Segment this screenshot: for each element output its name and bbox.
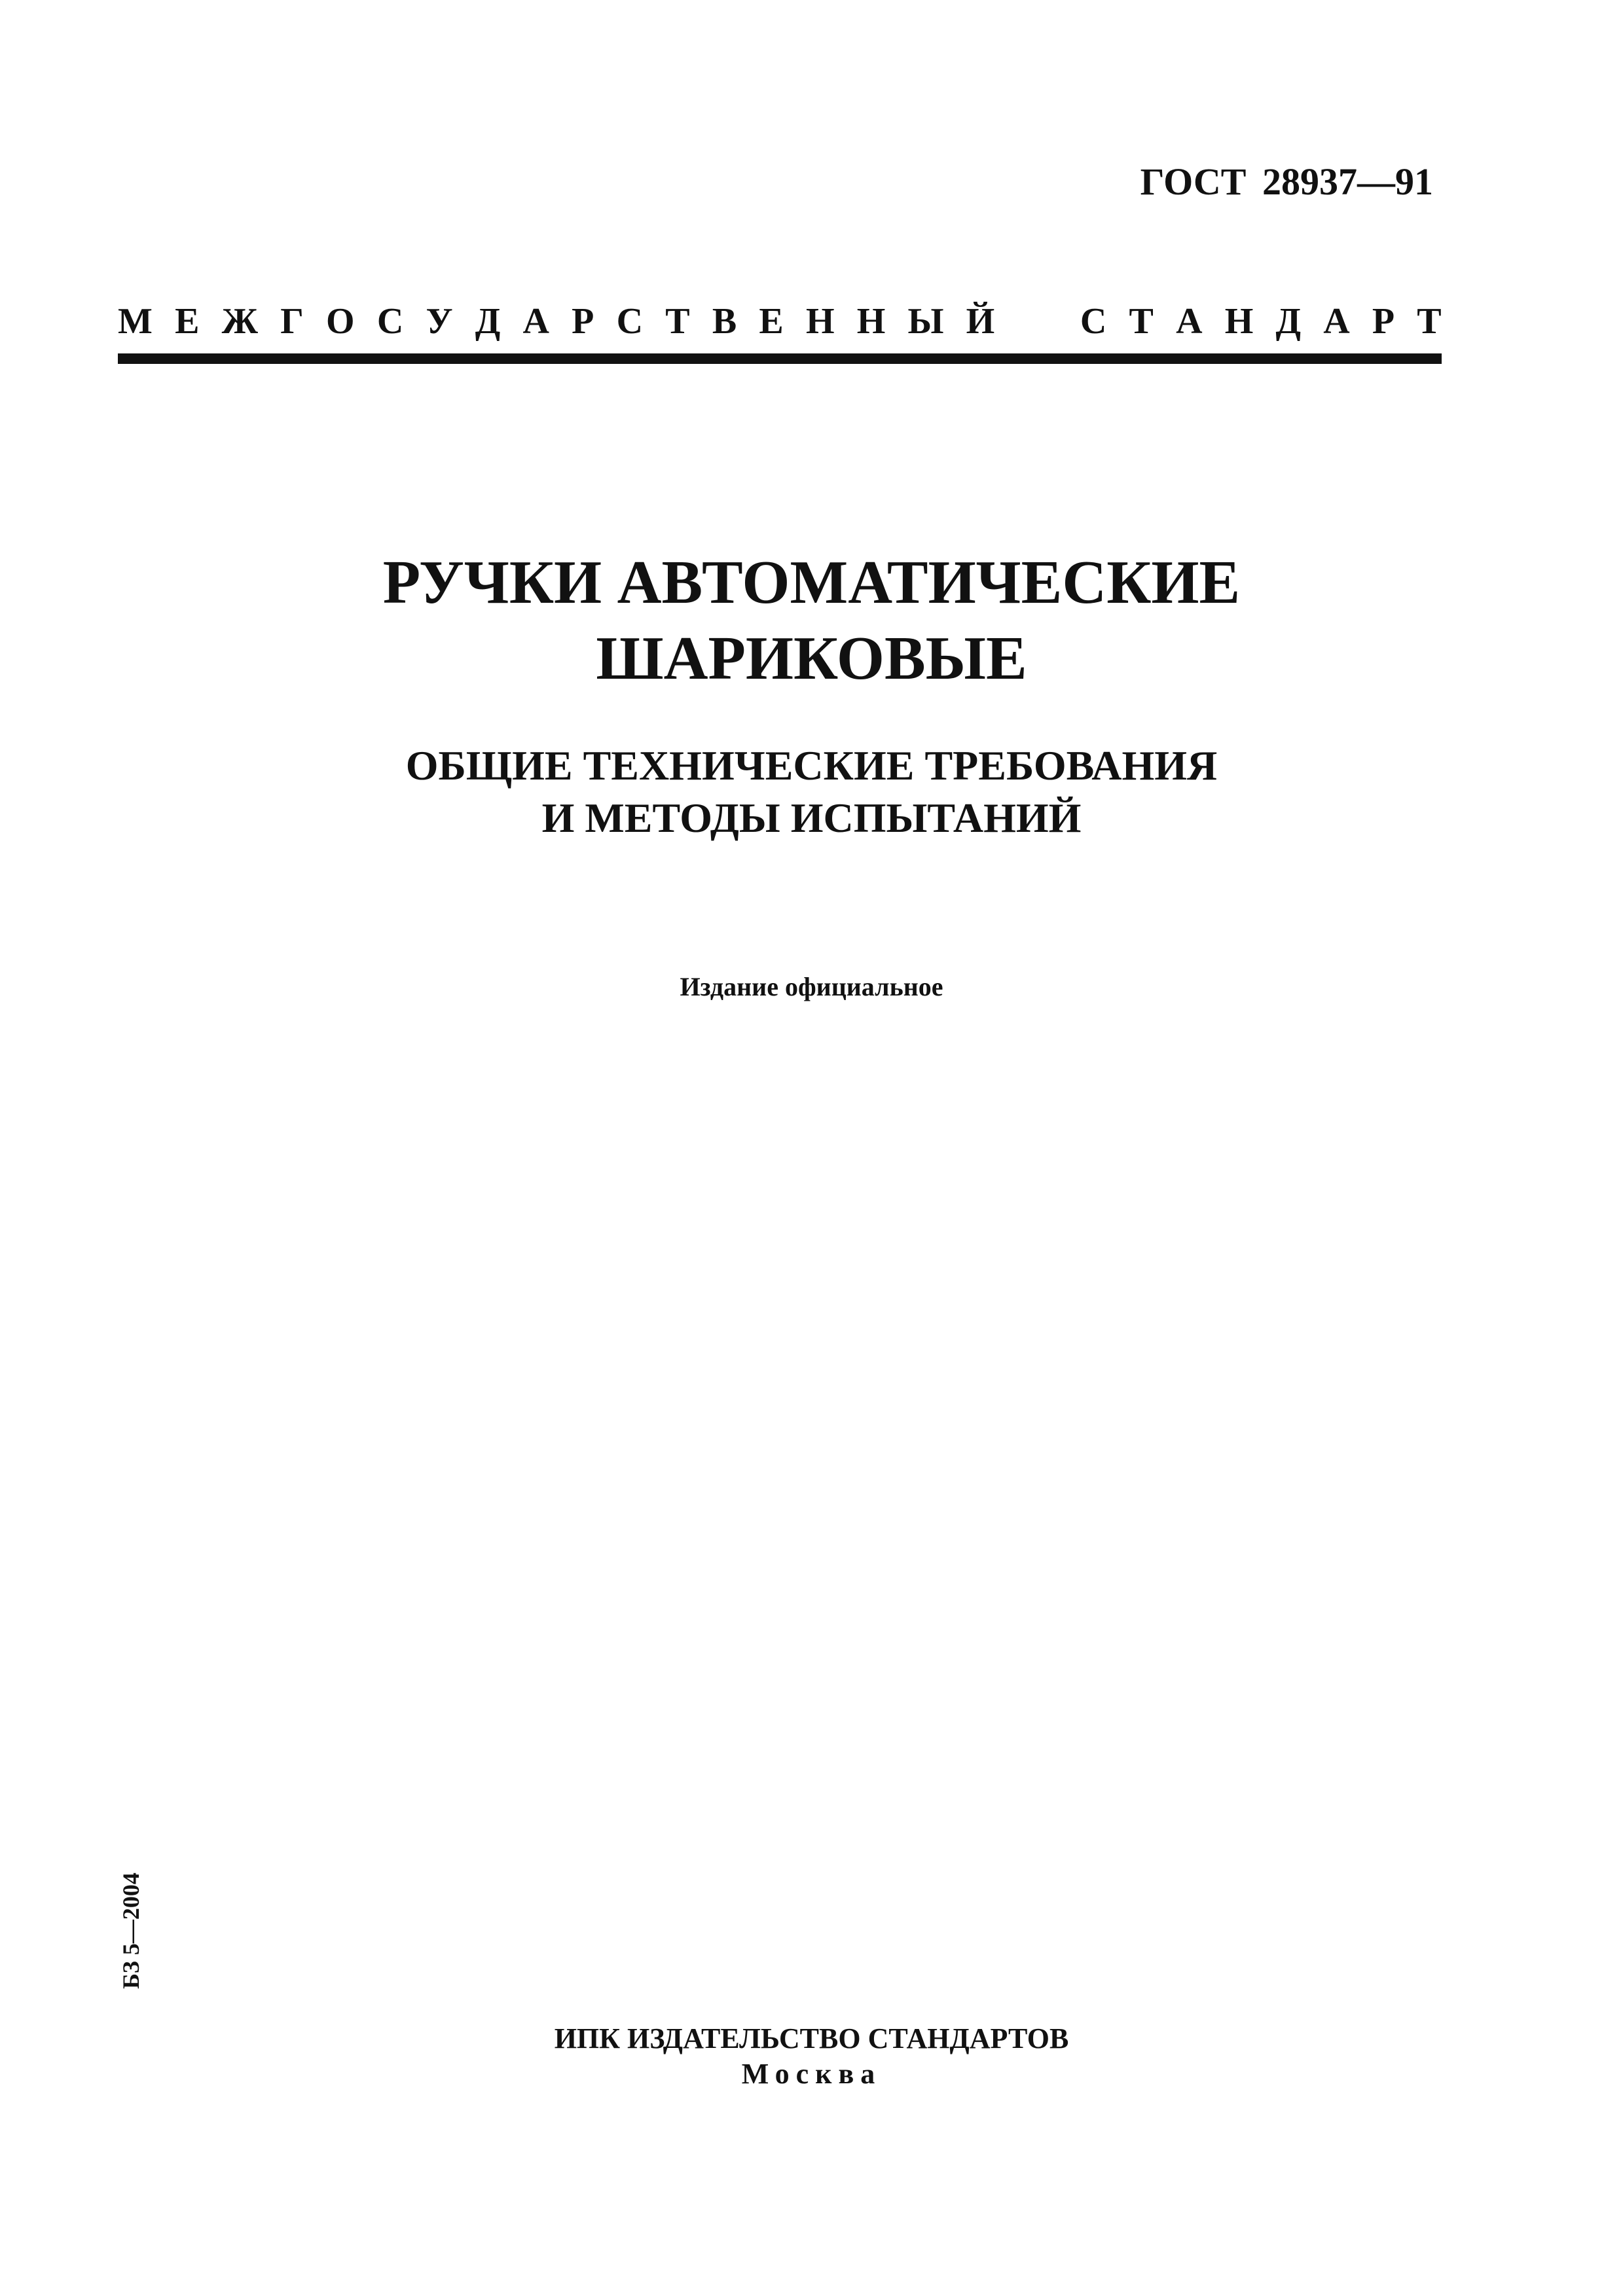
heading-word-gap (1017, 300, 1026, 342)
heading-letter: М (118, 301, 153, 342)
publisher-block (0, 2021, 1623, 2092)
heading-letter: Н (805, 301, 835, 342)
heading-letter: А (522, 301, 549, 342)
heading-letter: В (712, 301, 737, 342)
header-rule (118, 353, 1442, 364)
title-line-1: РУЧКИ АВТОМАТИЧЕСКИЕ (382, 548, 1241, 617)
heading-letter: О (326, 301, 355, 342)
heading-letter: Д (1275, 301, 1302, 342)
heading-letter: Н (1224, 301, 1254, 342)
heading-letter: Т (1129, 301, 1154, 342)
heading-letter: А (1323, 301, 1350, 342)
heading-letter: У (426, 301, 453, 342)
edition-label: Издание официальное (680, 972, 943, 1001)
heading-letter: А (1176, 301, 1203, 342)
heading-letter: С (376, 301, 404, 342)
heading-letter: С (616, 301, 644, 342)
publisher-name: ИПК ИЗДАТЕЛЬСТВО СТАНДАРТОВ (554, 2022, 1069, 2054)
heading-letter: Р (572, 301, 594, 342)
heading-word-gap (1049, 300, 1058, 342)
heading-letter: Ы (907, 301, 944, 342)
heading-letter: Ж (221, 301, 258, 342)
heading-letter: Г (280, 301, 304, 342)
heading-letter: Т (1417, 301, 1442, 342)
standard-type-heading (118, 300, 1442, 343)
heading-letter: С (1080, 301, 1107, 342)
heading-letter: Й (966, 301, 995, 342)
heading-letter: Н (856, 301, 886, 342)
subtitle-line-2: И МЕТОДЫ ИСПЫТАНИЙ (541, 795, 1082, 841)
document-code: ГОСТ 28937—91 (1140, 160, 1433, 203)
heading-letter: Т (665, 301, 690, 342)
title-line-2: ШАРИКОВЫЕ (596, 624, 1027, 692)
heading-letter: Е (759, 301, 784, 342)
subtitle-line-1: ОБЩИЕ ТЕХНИЧЕСКИЕ ТРЕБОВАНИЯ (405, 742, 1218, 789)
heading-letter: Р (1372, 301, 1395, 342)
heading-letter: Д (475, 301, 501, 342)
side-mark: БЗ 5—2004 (118, 1873, 144, 1989)
publisher-city: Москва (741, 2058, 882, 2090)
document-subtitle (0, 740, 1623, 844)
document-title (0, 545, 1623, 696)
heading-letter: Е (175, 301, 200, 342)
